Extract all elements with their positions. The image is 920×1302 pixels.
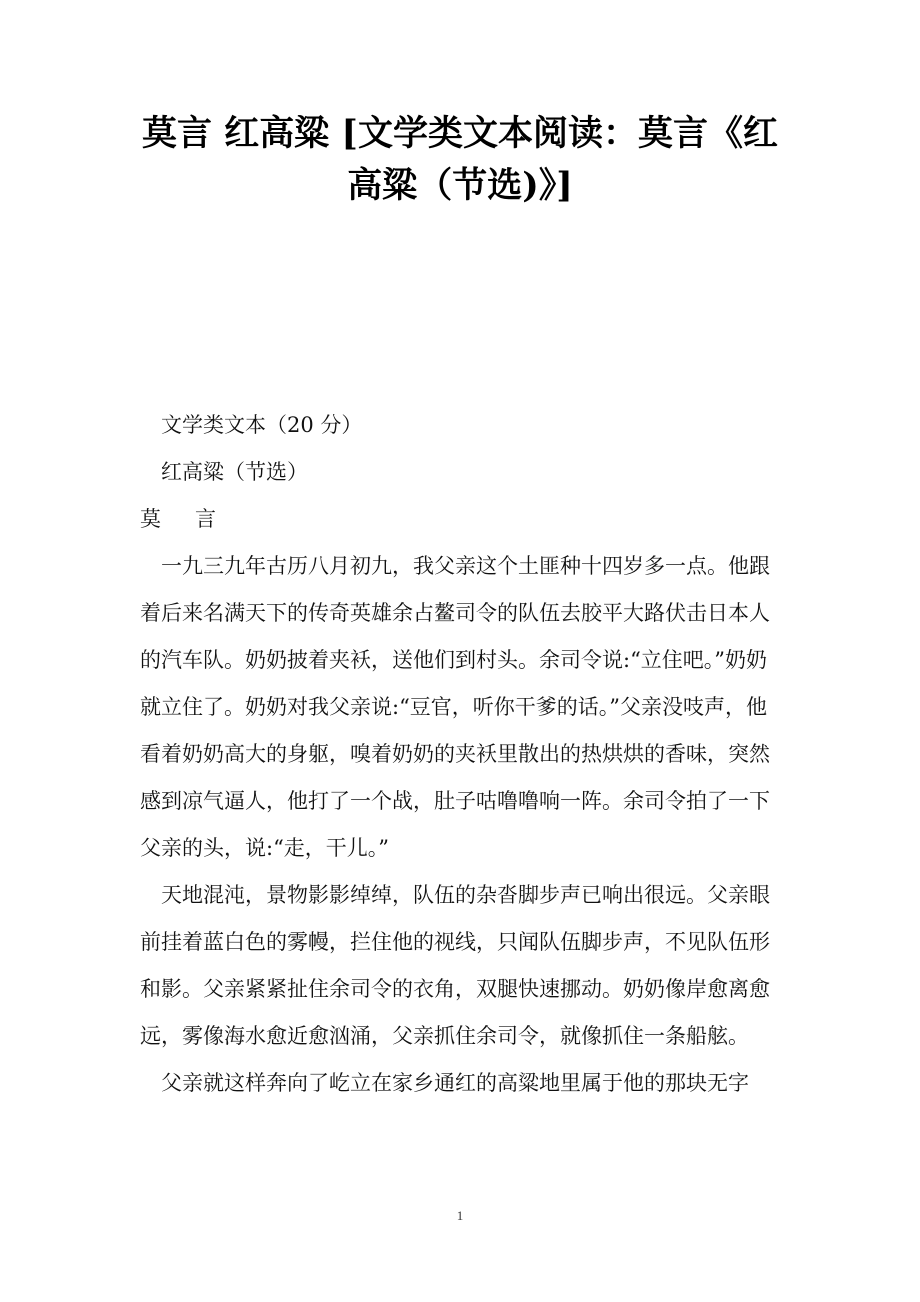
author-line — [140, 496, 780, 543]
excerpt-title: 红高粱（节选） — [161, 460, 308, 484]
paragraph-2: 天地混沌，景物影影绰绰，队伍的杂沓脚步声已响出很远。父亲眼前挂着蓝白色的雾幔，拦住他的视线，只闻队伍脚步声，不见队伍形和影。父亲紧紧扯住余司令的衣角，双腿快速挪动。奶奶像岸愈离愈远，雾像海水愈近愈汹涌，父亲抓住余司令，就像抓住一条船舷。 — [140, 883, 770, 1048]
paragraph-3: 父亲就这样奔向了屹立在家乡通红的高粱地里属于他的那块无字 — [161, 1071, 749, 1095]
page-number: 1 — [456, 1208, 464, 1223]
author-name: 莫言 — [140, 507, 250, 531]
document-body — [140, 402, 780, 1107]
section-label: 文学类文本（20 分） — [161, 413, 363, 437]
document-title: 莫言 红高粱 [文学类文本阅读：莫言《红高粱（节选)》] — [142, 113, 778, 206]
paragraph-1: 一九三九年古历八月初九，我父亲这个土匪种十四岁多一点。他跟着后来名满天下的传奇英雄余占鳌司令的队伍去胶平大路伏击日本人的汽车队。奶奶披着夹袄，送他们到村头。余司令说:“立住吧。”奶奶就立住了。奶奶对我父亲说:“豆官，听你干爹的话。”父亲没吱声，他看着奶奶高大的身躯，嗅着奶奶的夹袄里散出的热烘烘的香味，突然感到凉气逼人，他打了一个战，肚子咕噜噜响一阵。余司令拍了一下父亲的头，说:“走，干儿。” — [140, 554, 770, 860]
